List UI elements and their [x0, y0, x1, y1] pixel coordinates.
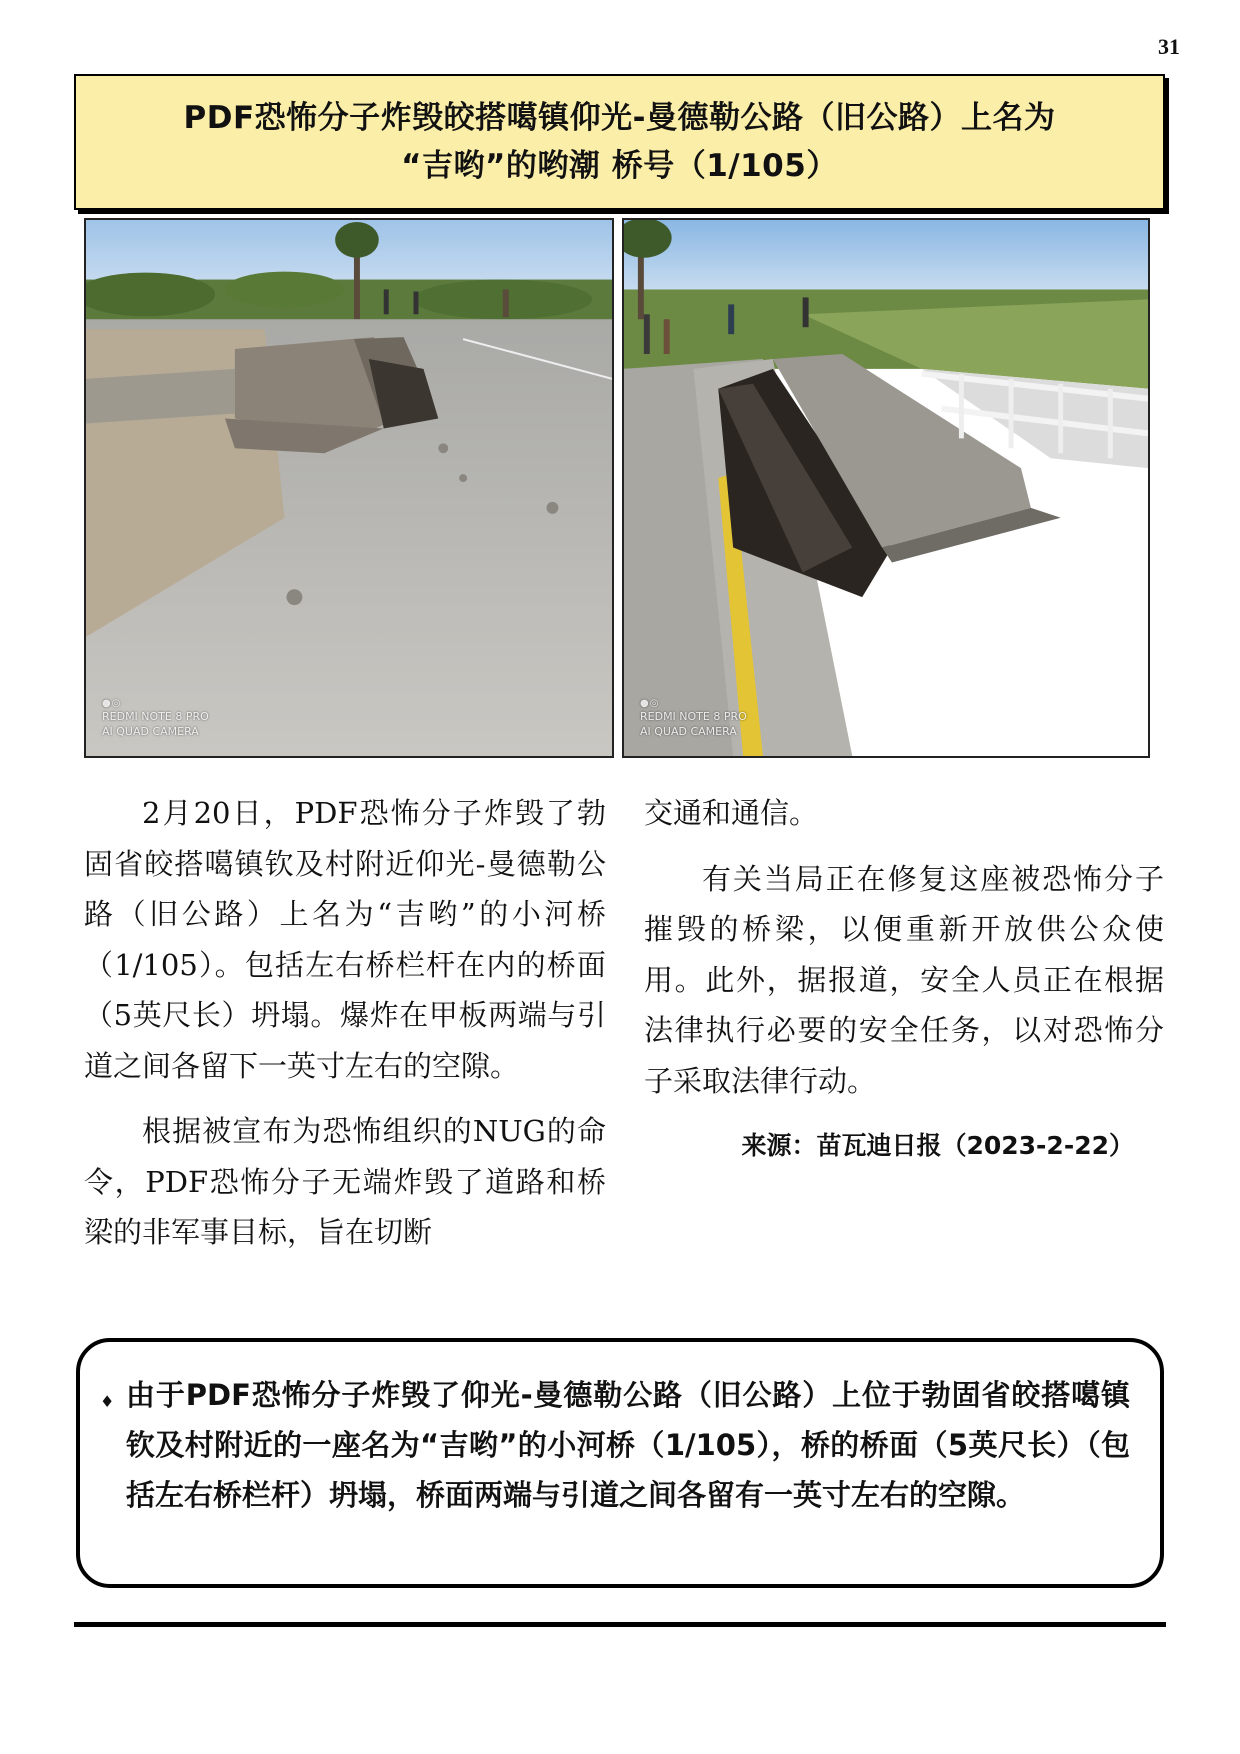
watermark-line-2: AI QUAD CAMERA — [640, 725, 737, 739]
summary-text: 由于PDF恐怖分子炸毁了仰光-曼德勒公路（旧公路）上位于勃固省皎搭噶镇钦及村附近的一座名为“吉哟”的小河桥（1/105），桥的桥面（5英尺长）（包括左右桥栏杆）坍塌，桥面两端与引道之间各留有一英寸左右的空隙。 — [126, 1378, 1130, 1512]
watermark-camera-icon: ●◎ — [640, 697, 660, 709]
article-source: 来源：苗瓦迪日报（2023-2-22） — [741, 1131, 1134, 1160]
watermark-camera-icon: ●◎ — [102, 697, 122, 709]
article-paragraph-3: 有关当局正在修复这座被恐怖分子摧毁的桥梁，以便重新开放供公众使用。此外，据报道，安全人员正在根据法律执行必要的安全任务，以对恐怖分子采取法律行动。 — [644, 861, 1164, 1098]
watermark-line-2: AI QUAD CAMERA — [102, 725, 199, 739]
title-line-2: “吉哟”的哟潮 桥号（1/105） — [401, 148, 838, 184]
footer-rule — [74, 1622, 1166, 1627]
article-paragraph-2-continued: 交通和通信。 — [644, 796, 819, 830]
article-column-left — [84, 788, 606, 1258]
photo-right-watermark — [640, 697, 747, 740]
summary-box — [76, 1338, 1164, 1588]
photo-left-watermark — [102, 697, 209, 740]
title-box — [74, 74, 1165, 210]
watermark-line-1: REDMI NOTE 8 PRO — [640, 710, 747, 724]
page-number: 31 — [1158, 34, 1180, 59]
title-line-1: PDF恐怖分子炸毁皎搭噶镇仰光-曼德勒公路（旧公路）上名为 — [183, 99, 1056, 136]
diamond-bullet-icon: ♦ — [100, 1392, 115, 1411]
article-column-right — [644, 788, 1164, 1172]
photo-damaged-road — [84, 218, 614, 758]
watermark-line-1: REDMI NOTE 8 PRO — [102, 710, 209, 724]
photo-collapsed-bridge — [622, 218, 1150, 758]
article-paragraph-1: 2月20日，PDF恐怖分子炸毁了勃固省皎搭噶镇钦及村附近仰光-曼德勒公路（旧公路）上名为“吉哟”的小河桥（1/105）。包括左右桥栏杆在内的桥面（5英尺长）坍塌。爆炸在甲板两端与引道之间各留下一英寸左右的空隙。 — [84, 796, 606, 1083]
article-paragraph-2: 根据被宣布为恐怖组织的NUG的命令，PDF恐怖分子无端炸毁了道路和桥梁的非军事目标，旨在切断 — [84, 1114, 606, 1249]
photo-collapsed-bridge-image — [624, 220, 1148, 756]
photo-damaged-road-image — [86, 220, 612, 756]
